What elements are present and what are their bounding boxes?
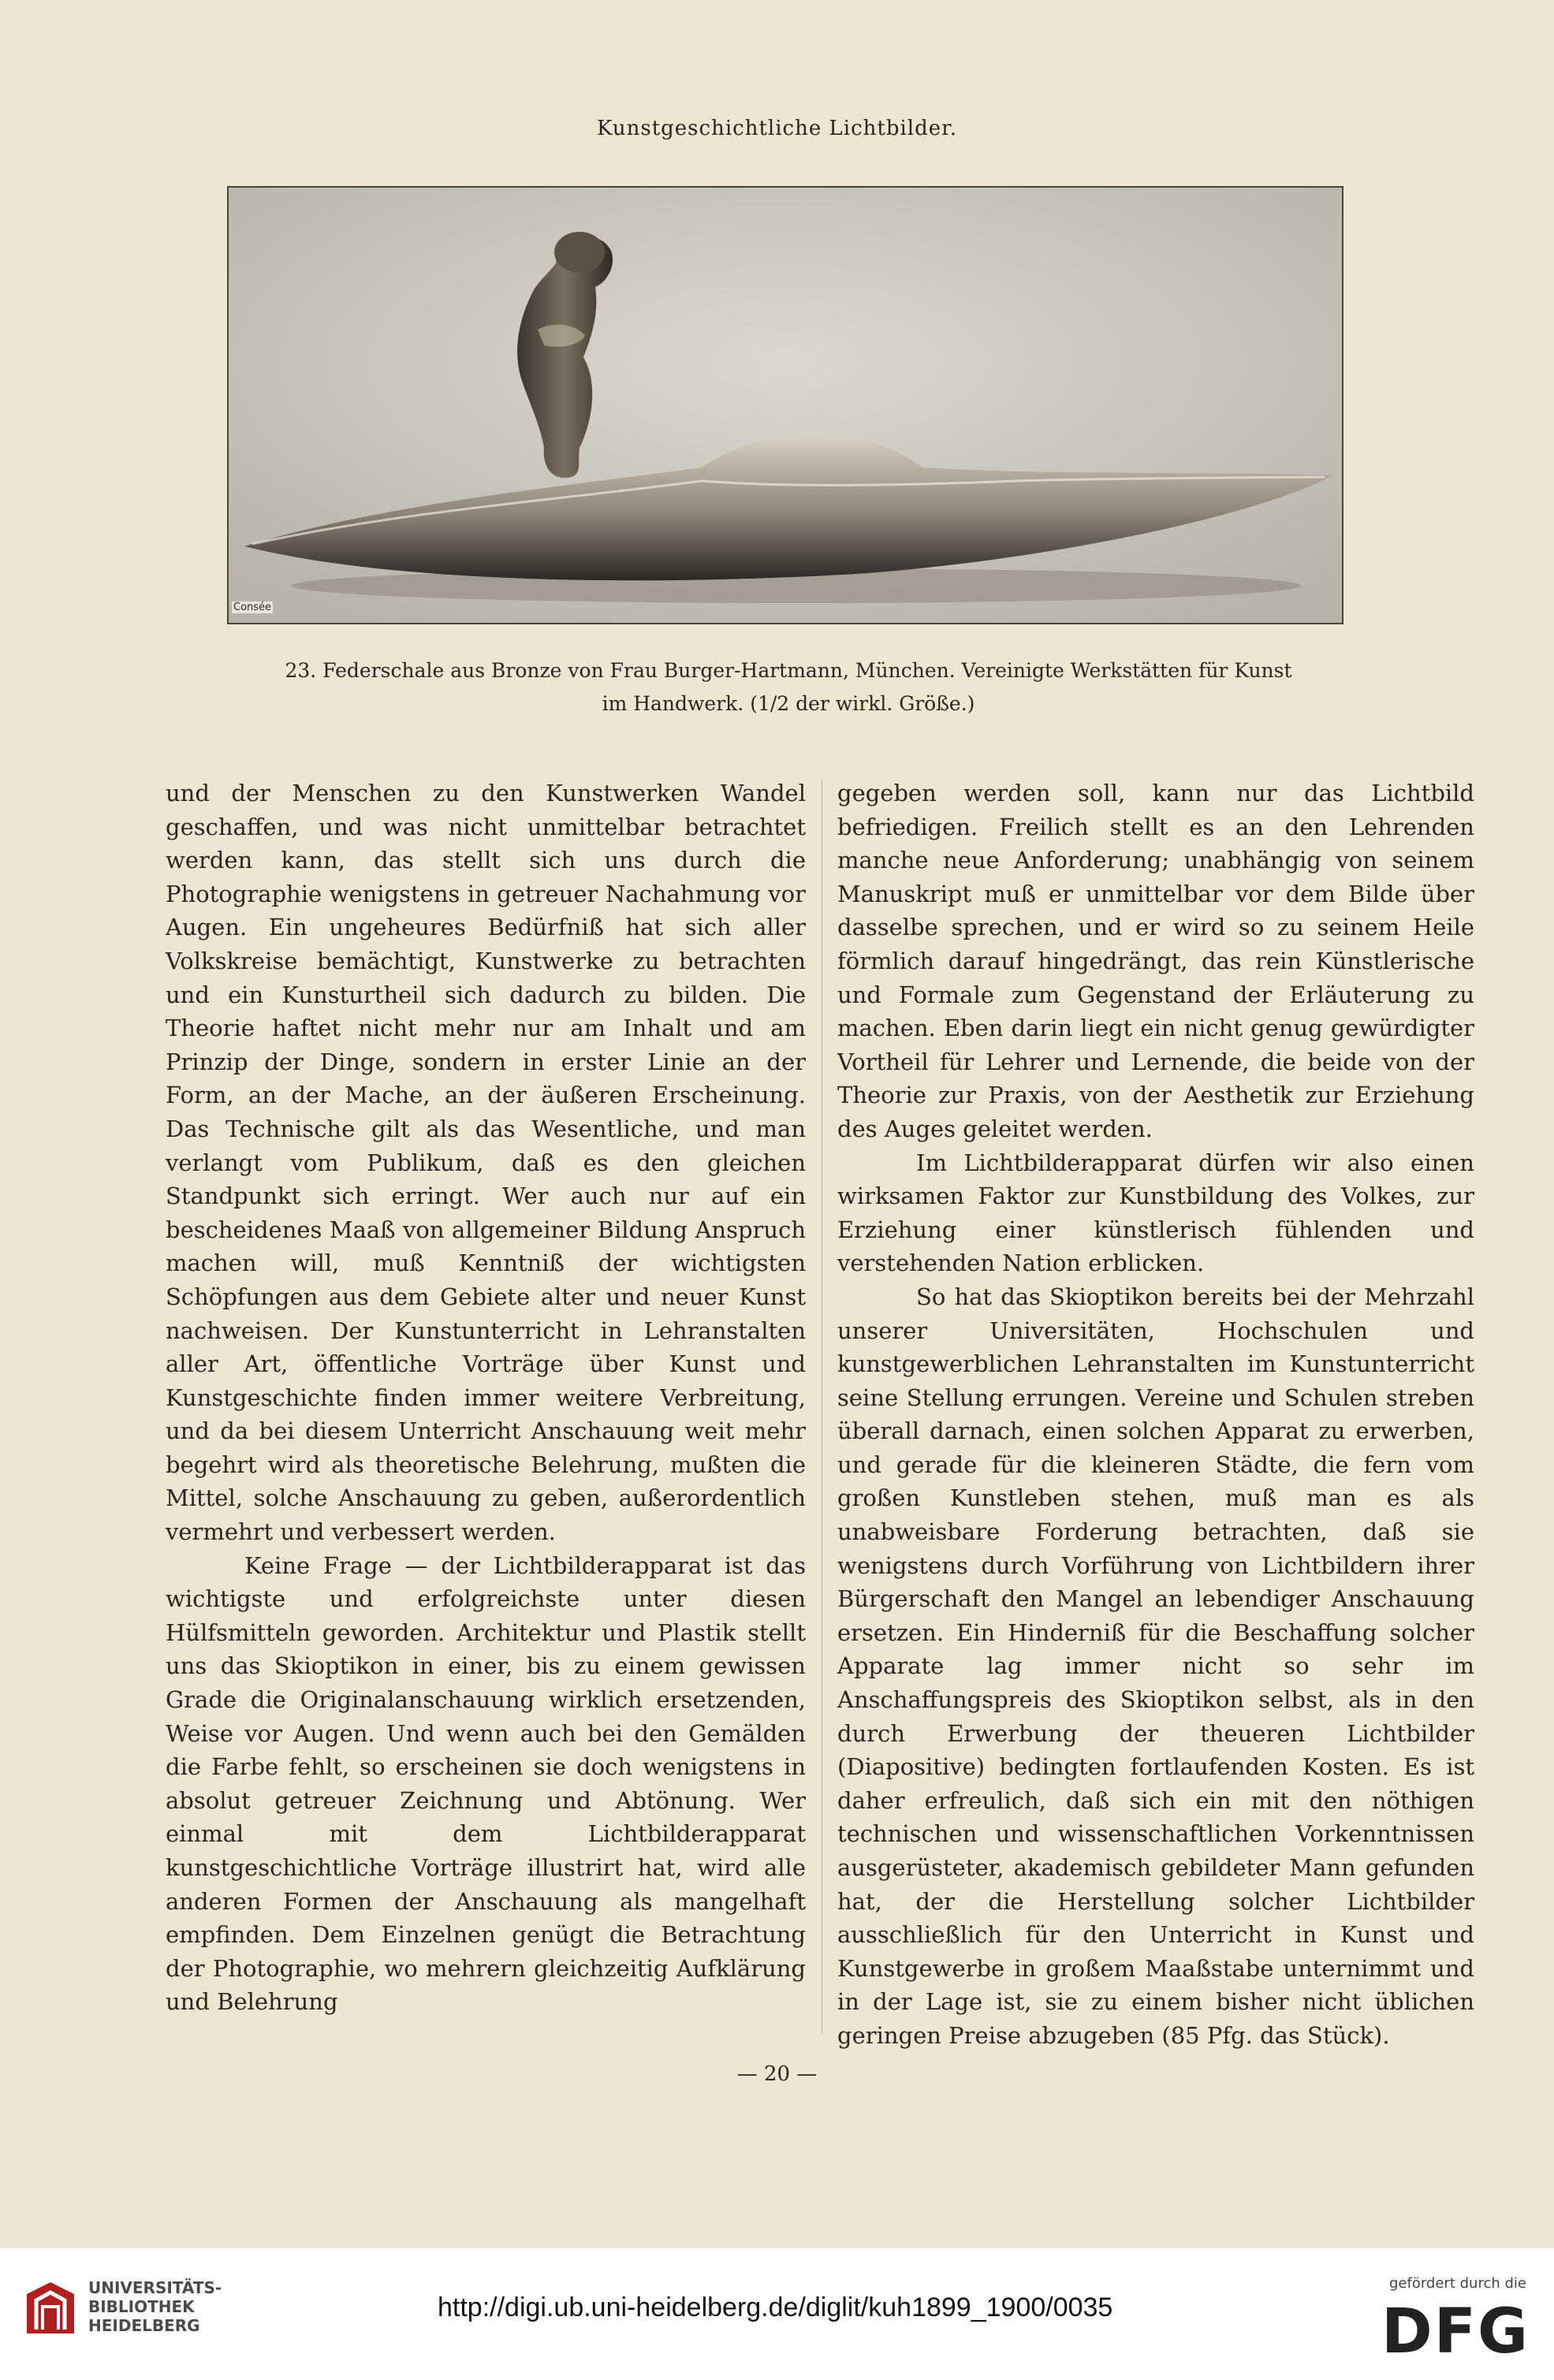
- bronze-bowl-photograph: [227, 186, 1343, 624]
- library-logo-icon: [19, 2278, 82, 2341]
- page-number: — 20 —: [736, 2062, 818, 2086]
- dfg-logo: DFG: [1381, 2296, 1530, 2367]
- permalink-url[interactable]: http://digi.ub.uni-heidelberg.de/diglit/kuh1899_1900/0035: [438, 2292, 1113, 2322]
- sculpture-illustration: [229, 188, 1342, 623]
- paragraph: und der Menschen zu den Kunstwerken Wandel geschaffen, und was nicht unmittelbar betrachtet werden kann, das stellt sich uns durch die Photographie wenigstens in getreuer Nachahmung vor Augen. Ein ungeheures Bedürfniß hat sich aller Volkskreise bemächtigt, Kunstwerke zu betrachten und ein Kunsturtheil sich dadurch zu bilden. Die Theorie haftet nicht mehr nur am Inhalt und am Prinzip der Dinge, sondern in erster Linie an der Form, an der Mache, an der äußeren Erscheinung. Das Technische gilt als das Wesentliche, und man verlangt vom Publikum, daß es den gleichen Standpunkt sich erringt. Wer auch nur auf ein bescheidenes Maaß von allgemeiner Bildung Anspruch machen will, muß Kenntniß der wichtigsten Schöpfungen aus dem Gebiete alter und neuer Kunst nachweisen. Der Kunstunterricht in Lehranstalten aller Art, öffentliche Vorträge über Kunst und Kunstgeschichte finden immer weitere Verbreitung, und da bei diesem Unterricht Anschauung weit mehr begehrt wird als theoretische Belehrung, mußten die Mittel, solche Anschauung zu geben, außerordentlich vermehrt und verbessert werden.: [166, 780, 806, 1546]
- left-column: [166, 777, 806, 2019]
- library-name: UNIVERSITÄTS- BIBLIOTHEK HEIDELBERG: [88, 2278, 222, 2335]
- right-column: [837, 777, 1474, 2053]
- paragraph: So hat das Skioptikon bereits bei der Mehrzahl unserer Universitäten, Hochschulen und kunstgewerblichen Lehranstalten im Kunstunterricht seine Stellung errungen. Vereine und Schulen streben überall darnach, einen solchen Apparat zu erwerben, und gerade für die kleineren Städte, die fern vom großen Kunstleben stehen, muß man es als unabweisbare Forderung betrachten, daß sie wenigstens durch Vorführung von Lichtbildern ihrer Bürgerschaft den Mangel an lebendiger Anschauung ersetzen. Ein Hinderniß für die Beschaffung solcher Apparate lag immer nicht so sehr im Anschaffungspreis des Skioptikon selbst, als in den durch Erwerbung der theueren Lichtbilder (Diapositive) bedingten fortlaufenden Kosten. Es ist daher erfreulich, daß sich ein mit den nöthigen technischen und wissenschaftlichen Vorkenntnissen ausgerüsteter, akademisch gebildeter Mann gefunden hat, der die Herstellung solcher Lichtbilder ausschließlich für den Unterricht in Kunst und Kunstgewerbe in großem Maaßstabe unternimmt und in der Lage ist, sie zu einem bisher nicht üblichen geringen Preise abzugeben (85 Pfg. das Stück).: [837, 1283, 1474, 2049]
- paragraph: gegeben werden soll, kann nur das Lichtbild befriedigen. Freilich stellt es an den Lehrenden manche neue Anforderung; unabhängig von seinem Manuskript muß er unmittelbar vor dem Bilde über dasselbe sprechen, und er wird so zu seinem Heile förmlich darauf hingedrängt, das rein Künstlerische und Formale zum Gegenstand der Erläuterung zu machen. Eben darin liegt ein nicht genug gewürdigter Vortheil für Lehrer und Lernende, die beide von der Theorie zur Praxis, von der Aesthetik zur Erziehung des Auges geleitet werden.: [837, 780, 1474, 1142]
- funded-by-label: gefördert durch die: [1389, 2275, 1526, 2292]
- paragraph: Im Lichtbilderapparat dürfen wir also einen wirksamen Faktor zur Kunstbildung des Volkes, zur Erziehung einer künstlerisch fühlenden und verstehenden Nation erblicken.: [837, 1149, 1474, 1277]
- running-title: Kunstgeschichtliche Lichtbilder.: [597, 117, 957, 140]
- paragraph: Keine Frage — der Lichtbilderapparat ist das wichtigste und erfolgreichste unter diesen Hülfsmitteln geworden. Architektur und Plastik stellt uns das Skioptikon in einer, bis zu einem gewissen Grade die Originalanschauung wirklich ersetzenden, Weise vor Augen. Und wenn auch bei den Gemälden die Farbe fehlt, so erscheinen sie doch wenigstens in absolut getreuer Zeichnung und Abtönung. Wer einmal mit dem Lichtbilderapparat kunstgeschichtliche Vorträge illustrirt hat, wird alle anderen Formen der Anschauung als mangelhaft empfinden. Dem Einzelnen genügt die Betrachtung der Photographie, wo mehrern gleichzeitig Aufklärung und Belehrung: [166, 1551, 806, 2016]
- caption-line-1: 23. Federschale aus Bronze von Frau Burger-Hartmann, München. Vereinigte Werkstätten für Kunst: [285, 659, 1292, 682]
- caption-line-2: im Handwerk. (1/2 der wirkl. Größe.): [602, 692, 975, 715]
- photographer-signature: Consée: [233, 602, 272, 613]
- figure-caption: [260, 654, 1317, 721]
- digitization-footer: [0, 2248, 1554, 2380]
